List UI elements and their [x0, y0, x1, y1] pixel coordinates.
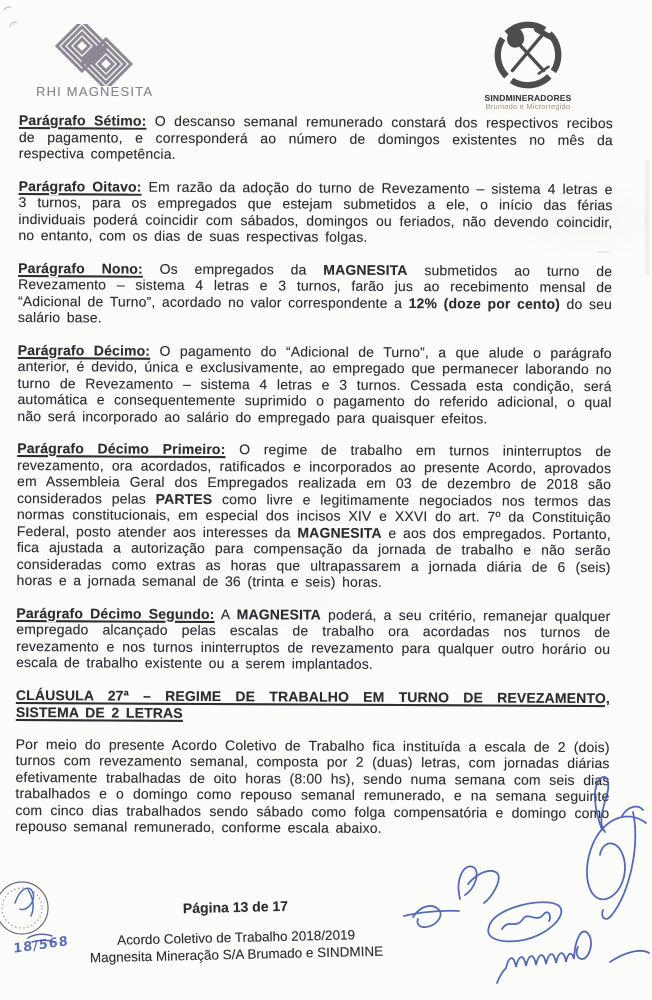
paragraph-bold-text: MAGNESITA [236, 605, 322, 623]
paragraph-text: O descanso semanal remunerado constará dos respectivos recibos de pagamento, e corresponderá ao número de domingos existentes no mês da respectiva competência. [18, 112, 614, 162]
document-body [15, 112, 613, 854]
paragraph [15, 735, 610, 837]
page-number: Página 13 de 17 [182, 897, 289, 917]
paragraph-text: e aos dos empregados. Portanto, fica ajustada a autorização para compensação da jornada de trabalho e não serão consideradas como extras as horas que ultrapassarem a jornada diária de 6 (seis) horas e a jornada semanal de 36 (trinta e seis) horas. [16, 524, 611, 590]
paragraph-bold-text: MAGNESITA [297, 523, 382, 541]
clause-heading-line: SISTEMA DE 2 LETRAS [15, 703, 183, 721]
signature-ink-5 [488, 902, 561, 941]
paragraph-text: A [214, 605, 237, 622]
document-blocks [15, 112, 613, 838]
scan-edge-streak [645, 160, 649, 275]
union-name-text: SINDMINERADORES [484, 93, 572, 103]
stamp-number: 18/568 [13, 934, 69, 957]
paragraph-text: O regime de trabalho em turnos ininterruptos de revezamento, ora acordados, ratificados e incorporados ao presente Acordo, aprovados em Assembleia Geral dos Empregados realizada em 03 de dezembro de 2018 são considerados pelas [16, 441, 612, 507]
paragraph-text: Os empregados da [142, 260, 324, 278]
paragraph-bold-text: 12% (doze por cento) [408, 294, 561, 312]
footer-doc-subtitle: Magnesita Mineração S/A Brumado e SINDMINE [89, 943, 384, 966]
paragraph-label: Parágrafo Nono: [18, 259, 143, 277]
paragraph-bold-text: PARTES [155, 490, 213, 507]
paragraph [17, 341, 611, 427]
paragraph-text: Em razão da adoção do turno de Revezamento – sistema 4 letras e 3 turnos, para os empregados que estejam submetidos a ele, o início das férias individuais poderá coincidir com sábados, domingos ou feriados, não devendo coincidir, no entanto, com os dias de suas respectivas folgas. [18, 178, 613, 245]
paragraph-label: Parágrafo Décimo Segundo: [16, 604, 215, 622]
clause-heading-line: CLÁUSULA 27ª – REGIME DE TRABALHO EM TURNO DE REVEZAMENTO, [15, 686, 610, 706]
paragraph-bold-text: MAGNESITA [323, 261, 408, 278]
signature-ink-3 [459, 866, 499, 903]
paragraph [18, 177, 612, 246]
union-subtitle-text: Brumado e Microrregião [485, 102, 571, 111]
signature-ink-6 [497, 931, 649, 983]
paragraph-label: Parágrafo Décimo Primeiro: [17, 439, 226, 458]
paragraph-text: do seu salário base. [17, 295, 613, 326]
paragraph [16, 604, 610, 673]
paragraph-text: submetidos ao turno de Revezamento – sistema 4 letras e 3 turnos, farão jus ao recebimento mensal de “Adicional de Turno”, acordado no valor correspondente a [17, 261, 613, 311]
paragraph [19, 112, 613, 165]
paragraph-text: O pagamento do “Adicional de Turno”, a que alude o parágrafo anterior, é devido, única e exclusivamente, ao empregado que permanecer laborando no turno de Revezamento – sistema 4 letras e 3 turnos. Cessada esta condição, será automática e consequentemente suprimido o pagamento do referido adicional, o qual não será incorporado ao salário do empregado para quaisquer efeitos. [17, 342, 612, 426]
page-footer [7, 894, 464, 968]
clause-heading [16, 686, 610, 724]
paragraph-label: Parágrafo Sétimo: [18, 112, 147, 129]
paragraph-text: como livre e legitimamente negociados nos termos das normas constitucionais, em especial dos incisos XIV e XXVI do art. 7º da Constituição Federal, posto atender aos interesses da [16, 490, 612, 540]
rhi-magnesita-logo-icon [50, 24, 136, 86]
paragraph [18, 259, 612, 328]
paragraph-text: poderá, a seu critério, remanejar qualquer empregado alcançado pelas escalas de trabalho ora acordadas nos turnos de revezamento e nos turnos ininterruptos de revezamento para qualquer outro horário ou escala de trabalho existente ou a serem implantados. [16, 606, 611, 672]
miners-union-logo-icon [489, 16, 567, 94]
paragraph-label: Parágrafo Décimo: [17, 341, 151, 359]
paragraph-text: Por meio do presente Acordo Coletivo de Trabalho fica instituída a escala de 2 (dois) turnos com revezamento semanal, composta por 2 (duas) letras, com jornadas diárias efetivamente trabalhadas de oito horas (8:00 hs), sendo numa semana com seis dias trabalhados e o domingo como repouso semanal remunerado, e na semana seguinte com cinco dias trabalhados sendo sábado como folga compensatória e domingo como repouso semanal remunerado, conforme escala abaixo. [15, 735, 610, 836]
paragraph [17, 440, 612, 592]
paragraph-label: Parágrafo Oitavo: [18, 177, 142, 195]
rhi-brand-text: RHI MAGNESITA [36, 84, 154, 99]
footer-doc-title: Acordo Coletivo de Trabalho 2018/2019 [117, 927, 356, 948]
